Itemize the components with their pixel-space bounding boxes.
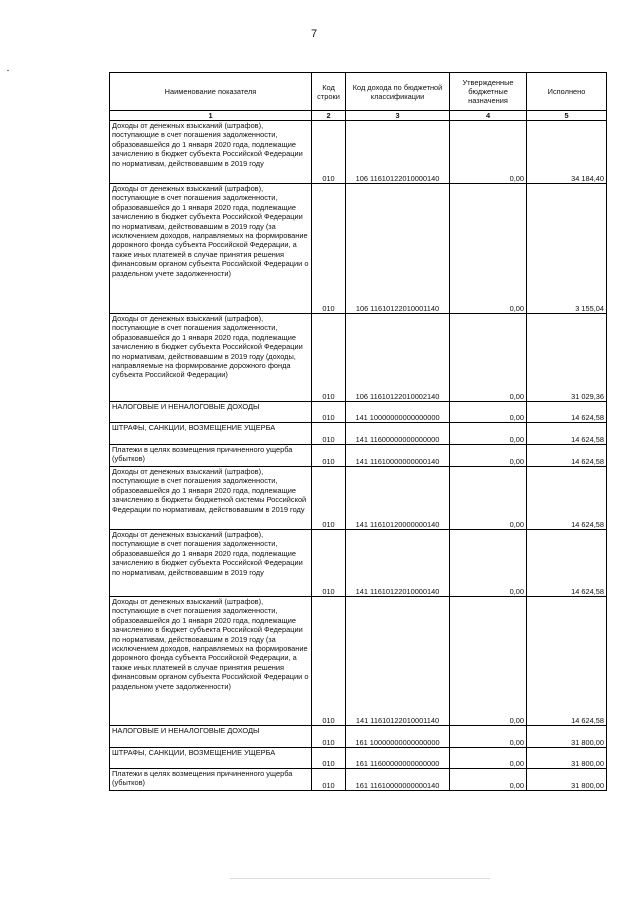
table-row (110, 597, 607, 726)
table-row (110, 467, 607, 530)
row-name: Доходы от денежных взысканий (штрафов), поступающие в счет погашения задолженности, образовавшейся до 1 января 2020 года, подлежащие зачислению в бюджет субъекта Российской Федерации по нормативам, действовавшим в 2019 году (доходы, направляемые на формирование дорожного фонда субъекта Российской Федерации) (110, 314, 312, 402)
header-line-code: Код строки (312, 73, 346, 111)
row-name: Доходы от денежных взысканий (штрафов), поступающие в счет погашения задолженности, образовавшейся до 1 января 2020 года, подлежащие зачислению в бюджет субъекта Российской Федерации по нормативам, действовавшим в 2019 году (за исключением доходов, направляемых на формирование дорожного фонда субъекта Российской Федерации, а также иных платежей в случае принятия решения финансовым органом субъекта Российской Федерации о раздельном учете задолженности) (110, 184, 312, 314)
row-executed: 31 800,00 (527, 726, 607, 748)
row-approved: 0,00 (450, 423, 527, 445)
row-approved: 0,00 (450, 769, 527, 791)
column-number: 4 (450, 111, 527, 121)
revenue-table (109, 72, 607, 791)
header-name: Наименование показателя (110, 73, 312, 111)
row-approved: 0,00 (450, 121, 527, 184)
table-header-row (110, 73, 607, 111)
row-executed: 14 624,58 (527, 530, 607, 597)
row-income-code: 106 11610122010000140 (346, 121, 450, 184)
row-executed: 14 624,58 (527, 597, 607, 726)
row-name: Доходы от денежных взысканий (штрафов), поступающие в счет погашения задолженности, образовавшейся до 1 января 2020 года, подлежащие зачислению в бюджет субъекта Российской Федерации по нормативам, действовавшим в 2019 году (110, 121, 312, 184)
row-income-code: 141 11610120000000140 (346, 467, 450, 530)
table-row (110, 726, 607, 748)
row-executed: 14 624,58 (527, 445, 607, 467)
row-executed: 34 184,40 (527, 121, 607, 184)
row-line-code: 010 (312, 748, 346, 769)
row-name: Доходы от денежных взысканий (штрафов), поступающие в счет погашения задолженности, образовавшейся до 1 января 2020 года, подлежащие зачислению в бюджеты бюджетной системы Российской Федерации по нормативам, действовавшим в 2019 году (110, 467, 312, 530)
row-income-code: 141 11600000000000000 (346, 423, 450, 445)
row-income-code: 161 10000000000000000 (346, 726, 450, 748)
row-name: ШТРАФЫ, САНКЦИИ, ВОЗМЕЩЕНИЕ УЩЕРБА (110, 748, 312, 769)
row-line-code: 010 (312, 597, 346, 726)
row-income-code: 106 11610122010002140 (346, 314, 450, 402)
table-row (110, 445, 607, 467)
row-approved: 0,00 (450, 184, 527, 314)
table-row (110, 314, 607, 402)
row-line-code: 010 (312, 530, 346, 597)
row-line-code: 010 (312, 423, 346, 445)
row-approved: 0,00 (450, 402, 527, 423)
column-number: 1 (110, 111, 312, 121)
row-name: Платежи в целях возмещения причиненного ущерба (убытков) (110, 445, 312, 467)
row-approved: 0,00 (450, 748, 527, 769)
table-row (110, 748, 607, 769)
row-name: Платежи в целях возмещения причиненного ущерба (убытков) (110, 769, 312, 791)
row-approved: 0,00 (450, 726, 527, 748)
row-line-code: 010 (312, 467, 346, 530)
row-line-code: 010 (312, 121, 346, 184)
table-row (110, 530, 607, 597)
row-income-code: 161 11600000000000000 (346, 748, 450, 769)
row-name: НАЛОГОВЫЕ И НЕНАЛОГОВЫЕ ДОХОДЫ (110, 402, 312, 423)
header-executed: Исполнено (527, 73, 607, 111)
row-approved: 0,00 (450, 467, 527, 530)
row-line-code: 010 (312, 402, 346, 423)
row-approved: 0,00 (450, 597, 527, 726)
row-income-code: 141 11610000000000140 (346, 445, 450, 467)
table-row (110, 769, 607, 791)
table-row (110, 423, 607, 445)
row-income-code: 161 11610000000000140 (346, 769, 450, 791)
row-executed: 31 800,00 (527, 748, 607, 769)
scan-artifact (230, 878, 490, 879)
row-approved: 0,00 (450, 314, 527, 402)
row-name: Доходы от денежных взысканий (штрафов), поступающие в счет погашения задолженности, образовавшейся до 1 января 2020 года, подлежащие зачислению в бюджет субъекта Российской Федерации по нормативам, действовавшим в 2019 году (110, 530, 312, 597)
column-number: 5 (527, 111, 607, 121)
table-row (110, 402, 607, 423)
column-number-row (110, 111, 607, 121)
row-income-code: 141 11610122010001140 (346, 597, 450, 726)
scan-speck (7, 70, 9, 71)
page-number: 7 (310, 28, 318, 40)
row-executed: 3 155,04 (527, 184, 607, 314)
row-line-code: 010 (312, 726, 346, 748)
row-income-code: 106 11610122010001140 (346, 184, 450, 314)
table-row (110, 184, 607, 314)
row-line-code: 010 (312, 184, 346, 314)
header-approved: Утвержденные бюджетные назначения (450, 73, 527, 111)
row-line-code: 010 (312, 769, 346, 791)
row-executed: 31 029,36 (527, 314, 607, 402)
column-number: 2 (312, 111, 346, 121)
row-name: ШТРАФЫ, САНКЦИИ, ВОЗМЕЩЕНИЕ УЩЕРБА (110, 423, 312, 445)
row-executed: 14 624,58 (527, 423, 607, 445)
table-row (110, 121, 607, 184)
row-executed: 31 800,00 (527, 769, 607, 791)
row-income-code: 141 11610122010000140 (346, 530, 450, 597)
column-number: 3 (346, 111, 450, 121)
header-income-code: Код дохода по бюджетной классификации (346, 73, 450, 111)
row-approved: 0,00 (450, 445, 527, 467)
row-income-code: 141 10000000000000000 (346, 402, 450, 423)
row-approved: 0,00 (450, 530, 527, 597)
row-executed: 14 624,58 (527, 402, 607, 423)
row-line-code: 010 (312, 445, 346, 467)
row-line-code: 010 (312, 314, 346, 402)
row-name: Доходы от денежных взысканий (штрафов), поступающие в счет погашения задолженности, образовавшейся до 1 января 2020 года, подлежащие зачислению в бюджет субъекта Российской Федерации по нормативам, действовавшим в 2019 году (за исключением доходов, направляемых на формирование дорожного фонда субъекта Российской Федерации, а также иных платежей в случае принятия решения финансовым органом субъекта Российской Федерации о раздельном учете задолженности) (110, 597, 312, 726)
row-executed: 14 624,58 (527, 467, 607, 530)
row-name: НАЛОГОВЫЕ И НЕНАЛОГОВЫЕ ДОХОДЫ (110, 726, 312, 748)
